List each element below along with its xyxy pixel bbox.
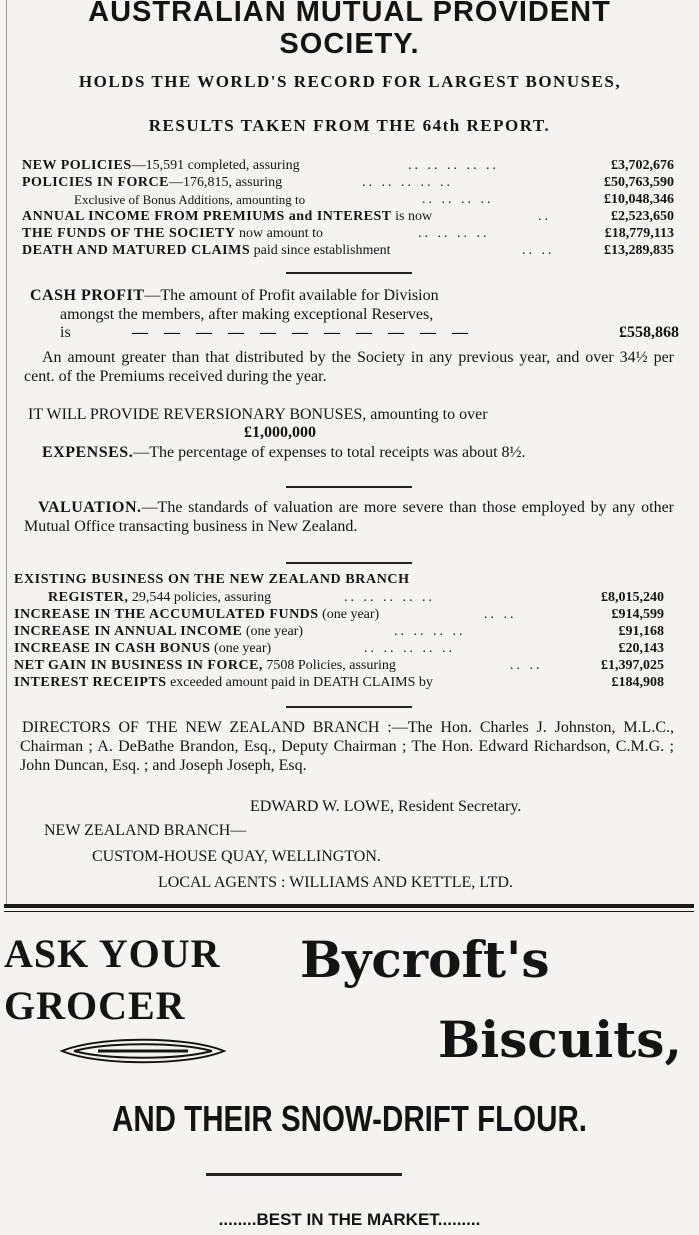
nz-amount: £914,599 <box>611 607 664 622</box>
nz-amount: £91,168 <box>618 624 664 639</box>
nz-label: (one year) <box>242 624 304 639</box>
reversionary-line1: IT WILL PROVIDE REVERSIONARY BONUSES, amounting to over <box>28 406 488 423</box>
leader-dots: .. <box>538 209 551 224</box>
stat-label-bold: ANNUAL INCOME FROM PREMIUMS and INTEREST <box>22 209 392 224</box>
cash-profit-dashes: — — — — — — — — — — — <box>132 324 474 341</box>
expenses-paragraph <box>24 443 674 462</box>
nz-amount: £20,143 <box>618 641 664 656</box>
stat-amount: £2,523,650 <box>611 209 674 224</box>
stat-amount: £3,702,676 <box>611 158 674 173</box>
nz-row <box>14 607 664 623</box>
amp-title-line2: SOCIETY. <box>279 28 420 60</box>
stat-label-bold: NEW POLICIES <box>22 158 132 173</box>
nz-row <box>14 624 664 640</box>
nz-row <box>14 658 664 674</box>
separator-rule <box>206 1173 402 1176</box>
valuation-heading: VALUATION. <box>38 499 142 516</box>
stat-label: paid since establishment <box>250 243 391 258</box>
stat-amount: £13,289,835 <box>604 243 674 258</box>
leader-dots: .. .. <box>522 243 555 258</box>
valuation-text: —The standards of valuation are more severe than those employed by any other Mutual Office transacting business in New Zealand. <box>24 499 674 535</box>
separator-rule <box>286 706 412 708</box>
cash-profit-line1 <box>30 286 650 305</box>
nz-label: (one year) <box>318 607 380 622</box>
stat-amount: £18,779,113 <box>604 226 674 241</box>
branch-heading: NEW ZEALAND BRANCH— <box>44 822 247 839</box>
stat-amount: £50,763,590 <box>604 175 674 190</box>
cash-profit-is: is <box>60 324 71 341</box>
nz-business-heading: EXISTING BUSINESS ON THE NEW ZEALAND BRANCH <box>14 572 410 587</box>
stat-label: —176,815, assuring <box>168 175 283 190</box>
leader-dots: .. .. .. .. .. <box>344 590 435 605</box>
nz-row <box>14 641 664 657</box>
stat-row <box>22 243 674 259</box>
nz-label: exceeded amount paid in DEATH CLAIMS by <box>166 675 433 690</box>
cash-profit-text: —The amount of Profit available for Division <box>144 287 439 304</box>
stat-label-bold: THE FUNDS OF THE SOCIETY <box>22 226 236 241</box>
separator-rule <box>286 272 412 274</box>
stat-row <box>22 209 674 225</box>
separator-rule <box>286 562 412 564</box>
cash-profit-heading: CASH PROFIT <box>30 287 145 304</box>
stat-label-bold: POLICIES IN FORCE <box>22 175 169 190</box>
cash-profit-line2: amongst the members, after making exceptional Reserves, <box>60 306 434 323</box>
cash-profit-amount: £558,868 <box>619 324 679 341</box>
advertisement-divider-thin <box>4 911 694 912</box>
snow-drift-flour: AND THEIR SNOW-DRIFT FLOUR. <box>112 1098 587 1139</box>
stat-amount: £10,048,346 <box>604 192 674 207</box>
leader-dots: .. .. .. .. <box>418 226 490 241</box>
results-heading: RESULTS TAKEN FROM THE 64th REPORT. <box>148 116 551 135</box>
leader-dots: .. .. <box>510 658 543 673</box>
stat-row <box>22 192 674 208</box>
leader-dots: .. .. .. .. .. <box>364 641 455 656</box>
leader-dots: .. .. .. .. <box>394 624 466 639</box>
nz-amount: £184,908 <box>611 675 664 690</box>
stat-row <box>22 175 674 191</box>
resident-secretary: EDWARD W. LOWE, Resident Secretary. <box>250 798 522 815</box>
amount-greater-paragraph: An amount greater than that distributed by the Society in any previous year, and over 34½ per cent. of the Premiums received during the year. <box>24 349 674 385</box>
nz-label-bold: INCREASE IN THE ACCUMULATED FUNDS <box>14 607 319 622</box>
stat-label: is now <box>391 209 433 224</box>
stat-label: now amount to <box>235 226 323 241</box>
nz-label-bold: INCREASE IN ANNUAL INCOME <box>14 624 243 639</box>
nz-amount: £8,015,240 <box>601 590 664 605</box>
reversionary-amount: £1,000,000 <box>244 424 316 441</box>
grocer-text: GROCER <box>4 983 186 1028</box>
stat-label: —15,591 completed, assuring <box>131 158 300 173</box>
stat-label: Exclusive of Bonus Additions, amounting to <box>74 192 306 207</box>
expenses-text: —The percentage of expenses to total receipts was about 8½. <box>133 444 526 461</box>
nz-amount: £1,397,025 <box>601 658 664 673</box>
nz-row <box>14 675 664 691</box>
branch-address: CUSTOM-HOUSE QUAY, WELLINGTON. <box>92 848 381 865</box>
stat-row <box>22 158 674 174</box>
amp-title-line1: AUSTRALIAN MUTUAL PROVIDENT <box>88 0 611 28</box>
product-name: Biscuits, <box>438 1010 682 1069</box>
ask-your-text: ASK YOUR <box>4 931 221 976</box>
leader-dots: .. .. .. .. <box>422 192 494 207</box>
nz-label-bold: REGISTER, <box>48 590 129 605</box>
valuation-paragraph <box>24 498 674 536</box>
directors-paragraph: DIRECTORS OF THE NEW ZEALAND BRANCH :—The Hon. Charles J. Johnston, M.L.C., Chairman ; A. DeBathe Brandon, Esq., Deputy Chairman ; The Hon. Edward Richardson, C.M.G. ; John Duncan, Esq. ; and Joseph Joseph, Esq. <box>20 719 674 774</box>
leader-dots: .. .. <box>484 607 517 622</box>
nz-label-bold: NET GAIN IN BUSINESS IN FORCE, <box>14 658 263 673</box>
stat-label-bold: DEATH AND MATURED CLAIMS <box>22 243 251 258</box>
local-agents: LOCAL AGENTS : WILLIAMS AND KETTLE, LTD. <box>158 874 513 891</box>
best-in-market: ........BEST IN THE MARKET......... <box>218 1210 481 1229</box>
advertisement-divider <box>4 904 694 908</box>
expenses-heading: EXPENSES. <box>42 444 134 461</box>
nz-label: 7508 Policies, assuring <box>262 658 396 673</box>
leader-dots: .. .. .. .. .. <box>408 158 499 173</box>
separator-rule <box>286 486 412 488</box>
leader-dots: .. .. .. .. .. <box>362 175 453 190</box>
nz-label-bold: INTEREST RECEIPTS <box>14 675 167 690</box>
amp-tagline: HOLDS THE WORLD'S RECORD FOR LARGEST BONUSES, <box>78 72 622 91</box>
stat-row <box>22 226 674 242</box>
nz-label: (one year) <box>210 641 272 656</box>
nz-label-bold: INCREASE IN CASH BONUS <box>14 641 211 656</box>
brand-name: Bycroft's <box>300 930 550 989</box>
nz-row <box>14 590 664 606</box>
flourish-ornament <box>58 1034 228 1068</box>
nz-label: 29,544 policies, assuring <box>128 590 272 605</box>
